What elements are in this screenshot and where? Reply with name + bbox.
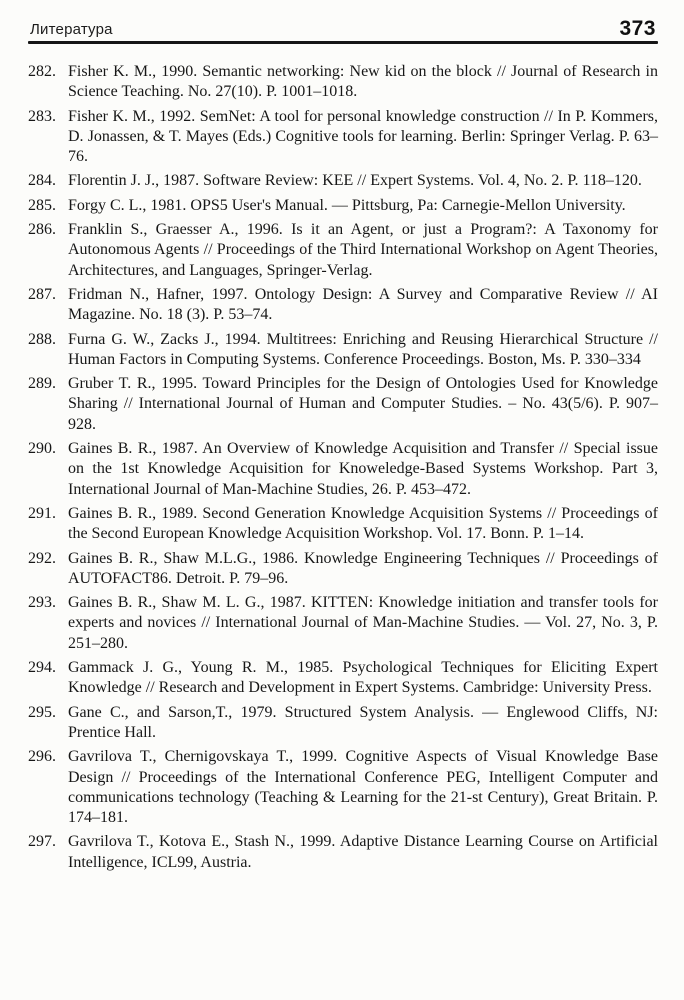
reference-number: 292. <box>28 549 56 567</box>
reference-number: 297. <box>28 833 56 851</box>
reference-text: Fisher K. M., 1992. SemNet: A tool for personal knowledge construction // In P. Kommers, D. Jonassen, & T. Mayes (Eds.) Cognitive tools for learning. Berlin: Springer Verlag. P. 63–76. <box>68 107 658 166</box>
reference-number: 295. <box>28 703 56 721</box>
reference-text: Forgy C. L., 1981. OPS5 User's Manual. — Pittsburg, Pa: Carnegie-Mellon University. <box>68 196 626 214</box>
reference-number: 294. <box>28 659 56 677</box>
running-header <box>28 14 658 42</box>
reference-number: 293. <box>28 594 56 612</box>
reference-text: Franklin S., Graesser A., 1996. Is it an Agent, or just a Program?: A Taxonomy for Autonomous Agents // Proceedings of the Third International Workshop on Agent Theories, Architectures, and Languages, Springer-Verlag. <box>68 221 658 279</box>
reference-text: Gaines B. R., 1987. An Overview of Knowledge Acquisition and Transfer // Special issue on the 1st Knowledge Acquisition for Knoweledge-Based Systems Workshop. Part 3, International Journal of Man-Machine Studies, 26. P. 453–472. <box>68 440 658 498</box>
reference-text: Gane C., and Sarson,T., 1979. Structured System Analysis. — Englewood Cliffs, NJ: Prentice Hall. <box>68 703 658 741</box>
reference-number: 296. <box>28 748 56 766</box>
reference-number: 282. <box>28 63 56 80</box>
reference-entry <box>28 658 658 699</box>
header-rule <box>28 41 658 44</box>
reference-entry <box>28 330 658 371</box>
reference-entry <box>28 703 658 744</box>
page-number: 373 <box>619 17 656 40</box>
reference-number: 283. <box>28 107 56 125</box>
reference-entry <box>28 747 658 828</box>
reference-text: Gaines B. R., Shaw M.L.G., 1986. Knowledge Engineering Techniques // Proceedings of AUTOFACT86. Detroit. P. 79–96. <box>68 549 658 587</box>
reference-text: Gavrilova T., Kotova E., Stash N., 1999. Adaptive Distance Learning Course on Artificial Intelligence, ICL99, Austria. <box>68 833 658 871</box>
reference-number: 285. <box>28 196 56 214</box>
reference-text: Gaines B. R., 1989. Second Generation Knowledge Acquisition Systems // Proceedings of the Second European Knowledge Acquisition Workshop. Vol. 17. Bonn. P. 1–14. <box>68 504 658 543</box>
reference-entry <box>28 62 658 103</box>
reference-text: Furna G. W., Zacks J., 1994. Multitrees: Enriching and Reusing Hierarchical Structure // Human Factors in Computing Systems. Conference Proceedings. Boston, Ms. P. 330–334 <box>68 330 658 368</box>
reference-number: 284. <box>28 172 56 190</box>
reference-entry <box>28 171 658 191</box>
reference-number: 290. <box>28 440 56 458</box>
reference-number: 291. <box>28 504 56 522</box>
reference-list <box>28 62 658 877</box>
reference-entry <box>28 549 658 590</box>
reference-entry <box>28 220 658 281</box>
reference-entry <box>28 285 658 326</box>
reference-entry <box>28 593 658 654</box>
reference-entry <box>28 832 658 873</box>
reference-number: 287. <box>28 285 56 303</box>
reference-text: Gaines B. R., Shaw M. L. G., 1987. KITTEN: Knowledge initiation and transfer tools for experts and novices // International Journal of Man-Machine Studies. — Vol. 27, No. 3, P. 251–280. <box>68 594 658 652</box>
reference-text: Florentin J. J., 1987. Software Review: KEE // Expert Systems. Vol. 4, No. 2. P. 118–120. <box>68 172 642 190</box>
running-title: Литература <box>30 21 113 38</box>
reference-number: 288. <box>28 330 56 348</box>
reference-entry <box>28 107 658 168</box>
reference-entry <box>28 439 658 500</box>
reference-text: Fridman N., Hafner, 1997. Ontology Design: A Survey and Comparative Review // AI Magazine. No. 18 (3). P. 53–74. <box>68 285 658 324</box>
reference-entry <box>28 504 658 545</box>
reference-entry <box>28 374 658 435</box>
reference-text: Gammack J. G., Young R. M., 1985. Psychological Techniques for Eliciting Expert Knowledge // Research and Development in Expert Systems. Cambridge: University Press. <box>68 659 658 697</box>
reference-entry <box>28 196 658 216</box>
reference-text: Gruber T. R., 1995. Toward Principles for the Design of Ontologies Used for Knowledge Sharing // International Journal of Human and Computer Studies. – No. 43(5/6). P. 907–928. <box>68 375 658 433</box>
reference-text: Fisher K. M., 1990. Semantic networking: New kid on the block // Journal of Research in Science Teaching. No. 27(10). P. 1001–1018. <box>68 63 658 101</box>
reference-number: 289. <box>28 375 56 393</box>
reference-number: 286. <box>28 221 56 239</box>
reference-text: Gavrilova T., Chernigovskaya T., 1999. Cognitive Aspects of Visual Knowledge Base Design // Proceedings of the International Conference PEG, Intelligent Computer and communications technology (Teaching & Learning for the 21-st Century), Great Britain. P. 174–181. <box>68 748 658 827</box>
